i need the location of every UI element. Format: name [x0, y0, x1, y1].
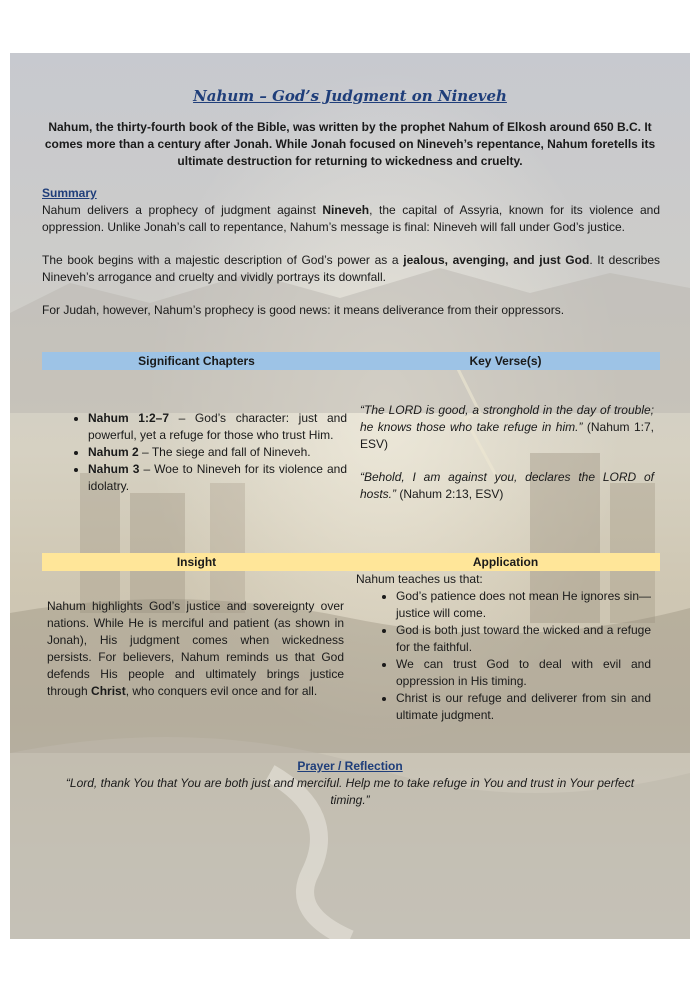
summary-paragraph-1: Nahum delivers a prophecy of judgment against Nineveh, the capital of Assyria, known for its violence and oppression. Unlike Jonah’s call to repentance, Nahum’s message is final: Nineveh will fall under God’s justice.	[42, 203, 660, 234]
application-header: Application	[472, 555, 539, 569]
significant-chapters-header: Significant Chapters	[138, 354, 255, 368]
chapter-item: • Nahum 2 – The siege and fall of Nineveh.	[88, 444, 347, 461]
insight-paragraph: Nahum highlights God’s justice and sovereignty over nations. While He is merciful and patient (as shown in Jonah), His judgment comes when wickedness persists. For believers, Nahum reminds us that God defends His people and ultimately brings justice through Christ, who conquers evil once and for all.	[47, 599, 344, 698]
chapters-list-cell	[70, 410, 347, 495]
chapter-item: • Nahum 3 – Woe to Nineveh for its violence and idolatry.	[88, 461, 347, 495]
key-verse-2: “Behold, I am against you, declares the LORD of hosts.” (Nahum 2:13, ESV)	[360, 470, 654, 501]
summary-paragraph-2: The book begins with a majestic description of God’s power as a jealous, avenging, and just God. It describes Nineveh’s arrogance and cruelty and vividly portrays its downfall.	[42, 253, 661, 284]
chapters-table-header	[42, 352, 660, 370]
application-cell	[356, 571, 651, 724]
key-verse-1: “The LORD is good, a stronghold in the day of trouble; he knows those who take refuge in him.” (Nahum 1:7, ESV)	[360, 403, 654, 451]
application-item: • God’s patience does not mean He ignores sin—justice will come.	[396, 588, 651, 622]
document-page	[10, 53, 690, 939]
chapter-item: • Nahum 1:2–7 – God’s character: just and powerful, yet a refuge for those who trust Him.	[88, 410, 347, 444]
application-list	[356, 588, 651, 724]
application-intro: Nahum teaches us that:	[356, 572, 483, 586]
insight-table-header	[42, 553, 660, 571]
prayer-heading: Prayer / Reflection	[297, 759, 403, 773]
summary-paragraph-3: For Judah, however, Nahum’s prophecy is good news: it means deliverance from their oppressors.	[42, 303, 565, 317]
key-verses-header: Key Verse(s)	[469, 354, 542, 368]
prayer-text: “Lord, thank You that You are both just and merciful. Help me to take refuge in You and trust in Your perfect timing.”	[65, 776, 635, 807]
insight-header: Insight	[176, 555, 217, 569]
intro-paragraph: Nahum, the thirty-fourth book of the Bible, was written by the prophet Nahum of Elkosh around 650 B.C. It comes more than a century after Jonah. While Jonah focused on Nineveh’s repentance, Nahum foretells its ultimate destruction for returning to wickedness and cruelty.	[44, 120, 656, 168]
page-title: Nahum – God’s Judgment on Nineveh	[193, 87, 507, 105]
application-item: • Christ is our refuge and deliverer from sin and ultimate judgment.	[396, 690, 651, 724]
application-item: • We can trust God to deal with evil and oppression in His timing.	[396, 656, 651, 690]
chapters-list	[70, 410, 347, 495]
application-item: • God is both just toward the wicked and a refuge for the faithful.	[396, 622, 651, 656]
summary-heading: Summary	[42, 186, 97, 200]
